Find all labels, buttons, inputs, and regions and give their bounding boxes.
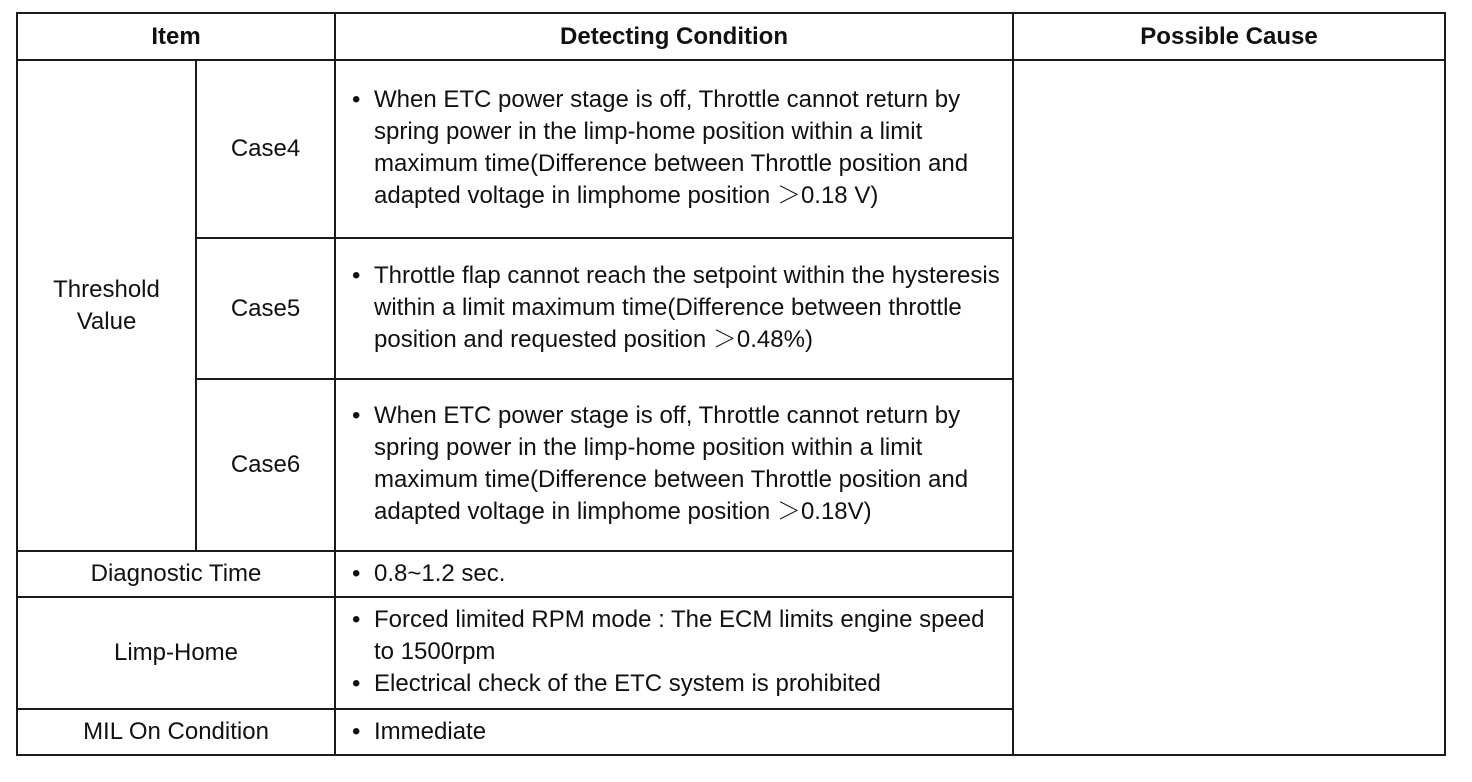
condition-text: When ETC power stage is off, Throttle cannot return by spring power in the limp-home position within a limit maximum time(Difference between Throttle position and adapted voltage in limphome position ＞0.18 V) <box>374 86 969 209</box>
condition-list <box>344 716 1004 748</box>
condition-item <box>344 400 1004 528</box>
condition-cell <box>335 597 1013 709</box>
bullet-icon: • <box>352 606 361 633</box>
condition-text: Throttle flap cannot reach the setpoint within the hysteresis within a limit maximum time(Difference between throttle position and requested position ＞0.48%) <box>374 261 1000 353</box>
dtc-condition-table <box>16 12 1446 756</box>
header-possible-cause: Possible Cause <box>1013 13 1445 60</box>
header-row <box>17 13 1445 60</box>
condition-list <box>344 400 1004 528</box>
condition-cell <box>335 60 1013 238</box>
condition-item <box>344 558 1004 590</box>
condition-list <box>344 604 1004 700</box>
condition-cell <box>335 551 1013 597</box>
bullet-icon: • <box>352 86 361 113</box>
condition-text: Immediate <box>374 718 487 745</box>
case-label: Case4 <box>196 60 335 238</box>
mil-on-condition-label: MIL On Condition <box>17 709 335 755</box>
condition-cell <box>335 238 1013 379</box>
condition-item <box>344 716 1004 748</box>
condition-item <box>344 84 1004 212</box>
condition-list <box>344 558 1004 590</box>
condition-cell <box>335 709 1013 755</box>
bullet-icon: • <box>352 402 361 429</box>
case-label: Case6 <box>196 379 335 551</box>
condition-list <box>344 84 1004 212</box>
condition-item <box>344 260 1004 356</box>
bullet-icon: • <box>352 670 361 697</box>
diagnostic-spec-sheet <box>16 12 1444 756</box>
bullet-icon: • <box>352 261 361 289</box>
diagnostic-time-label: Diagnostic Time <box>17 551 335 597</box>
possible-cause-cell <box>1013 60 1445 755</box>
case-label: Case5 <box>196 238 335 379</box>
condition-text: Electrical check of the ETC system is prohibited <box>374 670 881 697</box>
condition-cell <box>335 379 1013 551</box>
condition-item <box>344 668 1004 700</box>
bullet-icon: • <box>352 718 361 745</box>
condition-item <box>344 604 1004 668</box>
condition-list <box>344 260 1004 356</box>
condition-text: 0.8~1.2 sec. <box>374 560 506 587</box>
threshold-value-label: Threshold Value <box>17 60 196 551</box>
bullet-icon: • <box>352 560 361 587</box>
limp-home-label: Limp-Home <box>17 597 335 709</box>
condition-text: Forced limited RPM mode : The ECM limits engine speed to 1500rpm <box>374 606 985 665</box>
header-item: Item <box>17 13 335 60</box>
condition-text: When ETC power stage is off, Throttle cannot return by spring power in the limp-home position within a limit maximum time(Difference between Throttle position and adapted voltage in limphome position ＞0.18V) <box>374 402 969 525</box>
table-row <box>17 60 1445 238</box>
header-detecting-condition: Detecting Condition <box>335 13 1013 60</box>
